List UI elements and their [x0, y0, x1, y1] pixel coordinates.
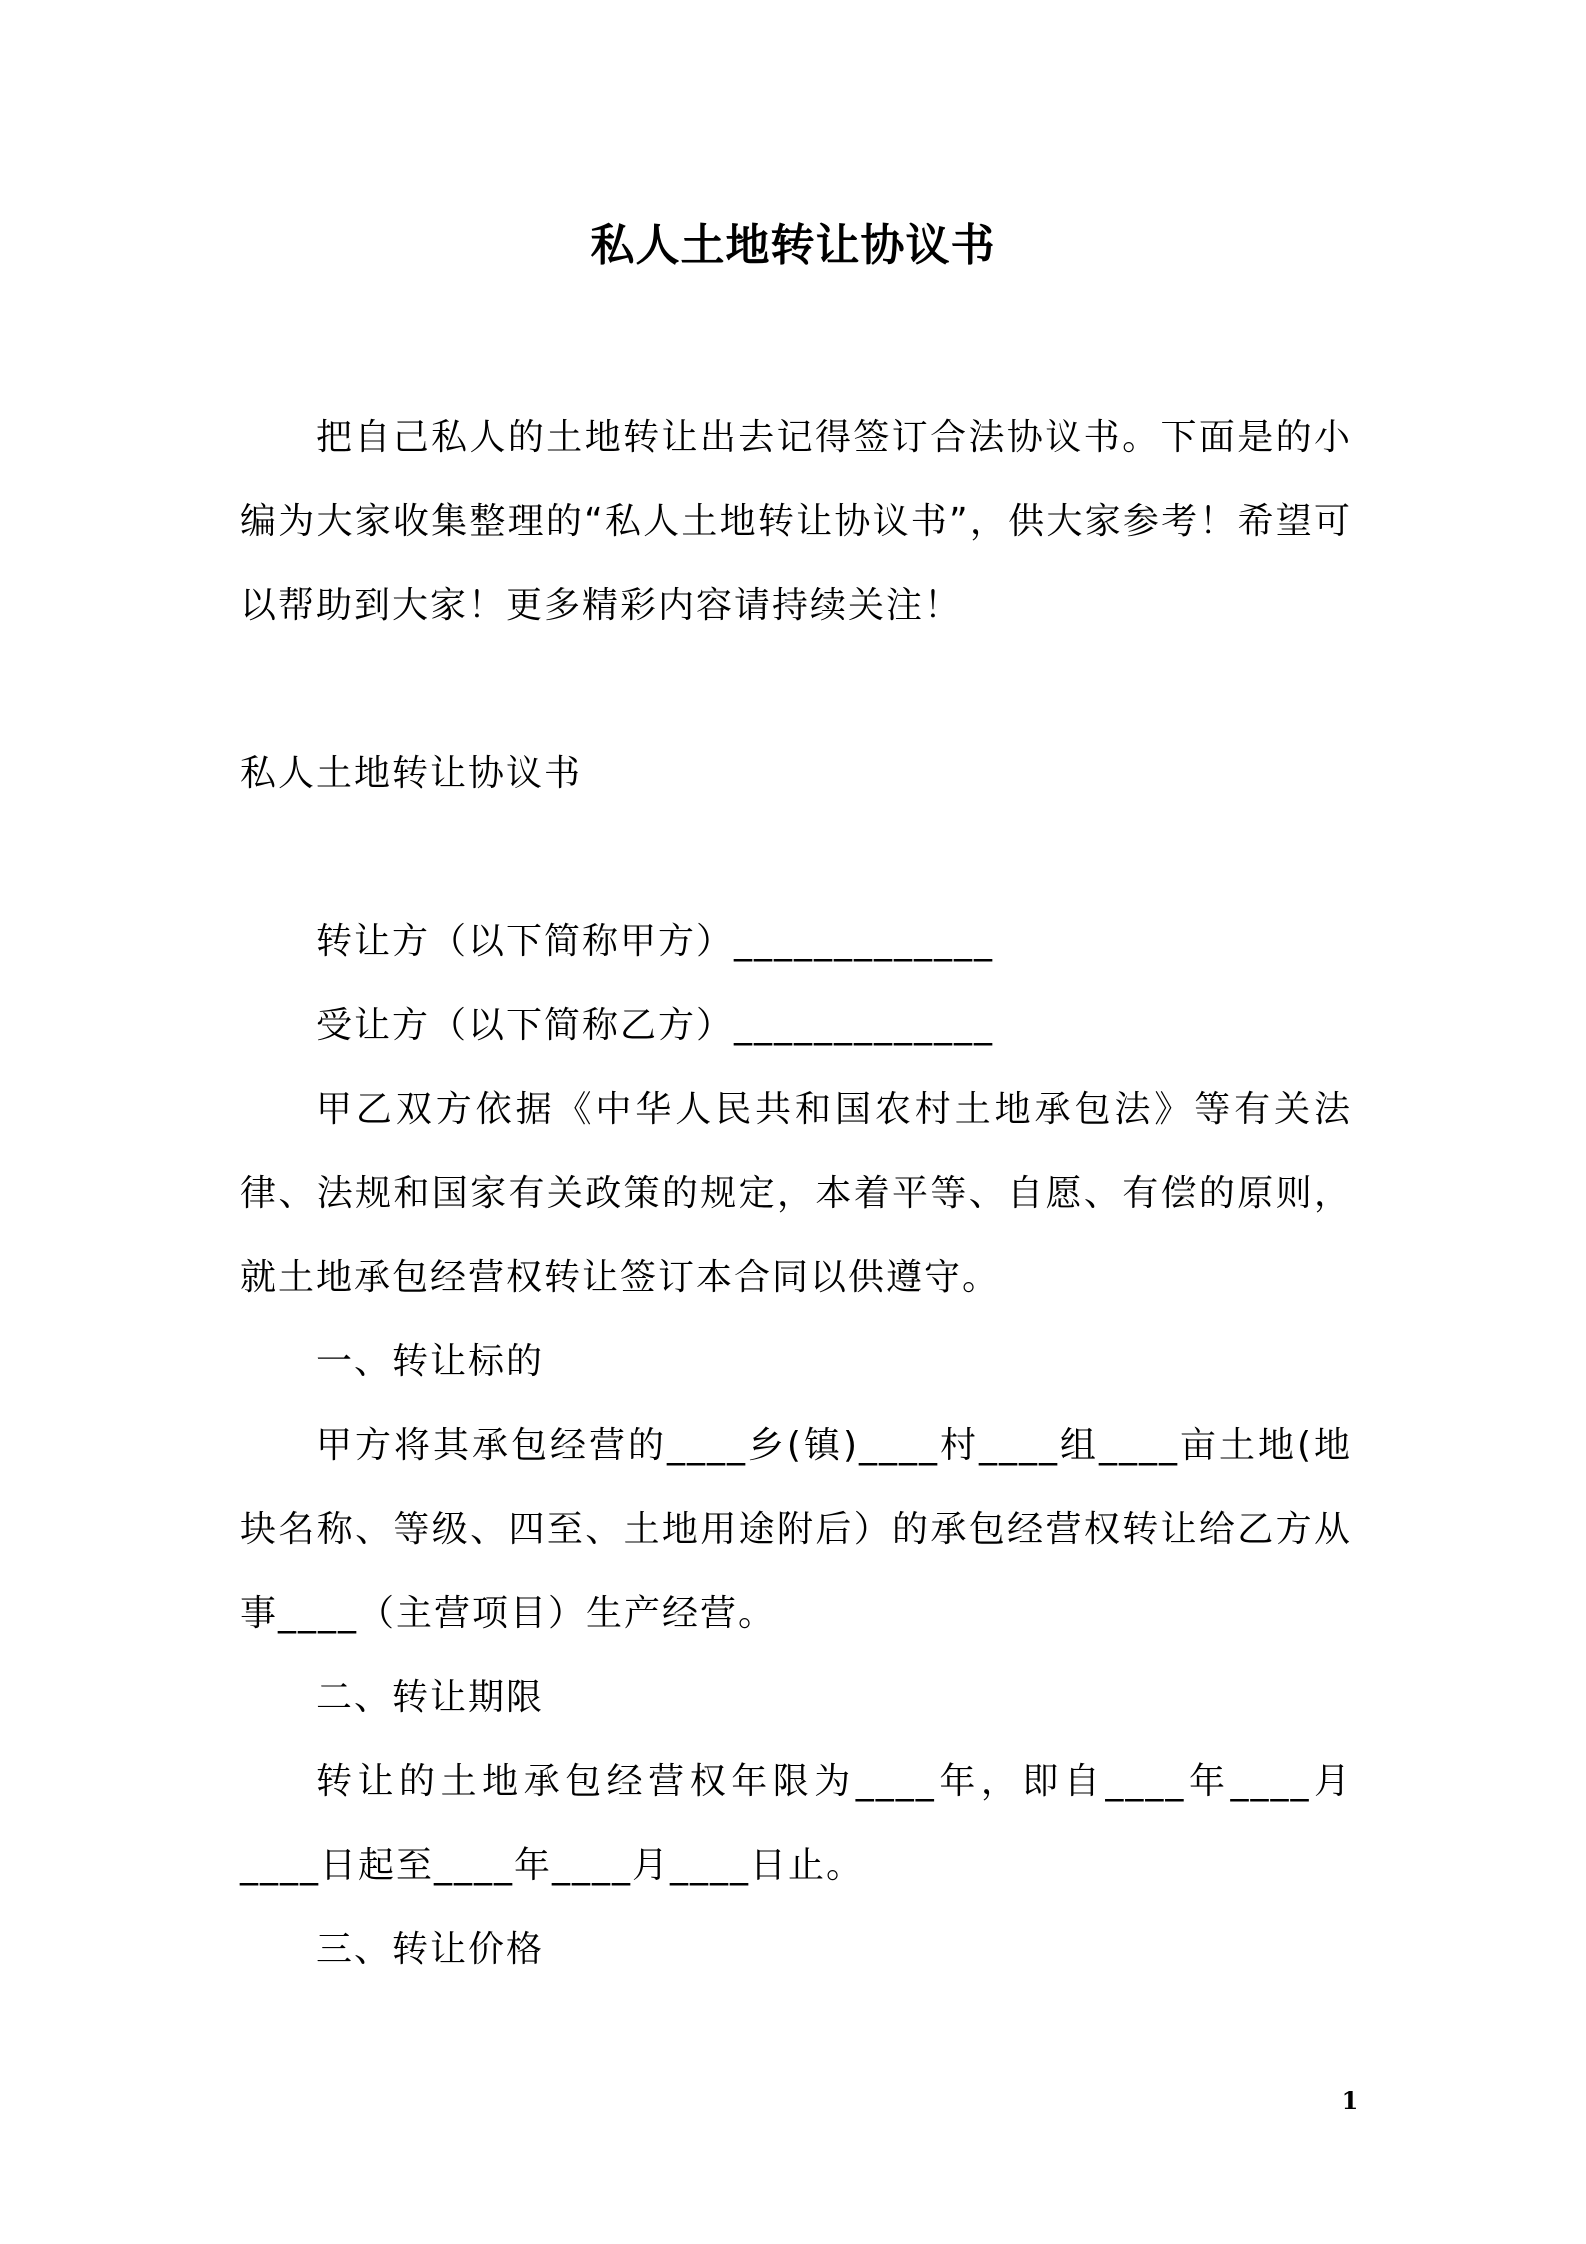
section-2-heading: 二、转让期限: [316, 1677, 545, 1718]
section-1-paragraph: 甲方将其承包经营的____乡(镇)____村____组____亩土地(地块名称、等级、四至、土地用途附后）的承包经营权转让给乙方从事____（主营项目）生产经营。: [240, 1425, 1352, 1634]
document-title: 私人土地转让协议书: [590, 220, 996, 271]
agreement-body: [240, 900, 1352, 1992]
intro-block: [240, 396, 1352, 648]
section-2-paragraph: 转让的土地承包经营权年限为____年，即自____年____月____日起至____年____月____日止。: [240, 1761, 1352, 1886]
subtitle-block: [240, 732, 1352, 816]
section-3-heading: 三、转让价格: [316, 1929, 545, 1970]
legal-basis-paragraph: 甲乙双方依据《中华人民共和国农村土地承包法》等有关法律、法规和国家有关政策的规定，本着平等、自愿、有偿的原则，就土地承包经营权转让签订本合同以供遵守。: [240, 1089, 1352, 1298]
section-1-heading: 一、转让标的: [316, 1341, 545, 1382]
party-a-line: 转让方（以下简称甲方）_____________: [316, 921, 995, 962]
party-b-line: 受让方（以下简称乙方）_____________: [316, 1005, 995, 1046]
agreement-subtitle: 私人土地转让协议书: [240, 753, 583, 794]
intro-paragraph: 把自己私人的土地转让出去记得签订合法协议书。下面是的小编为大家收集整理的“私人土地转让协议书”，供大家参考！希望可以帮助到大家！更多精彩内容请持续关注！: [240, 417, 1352, 626]
page-number: 1: [1341, 2086, 1359, 2115]
